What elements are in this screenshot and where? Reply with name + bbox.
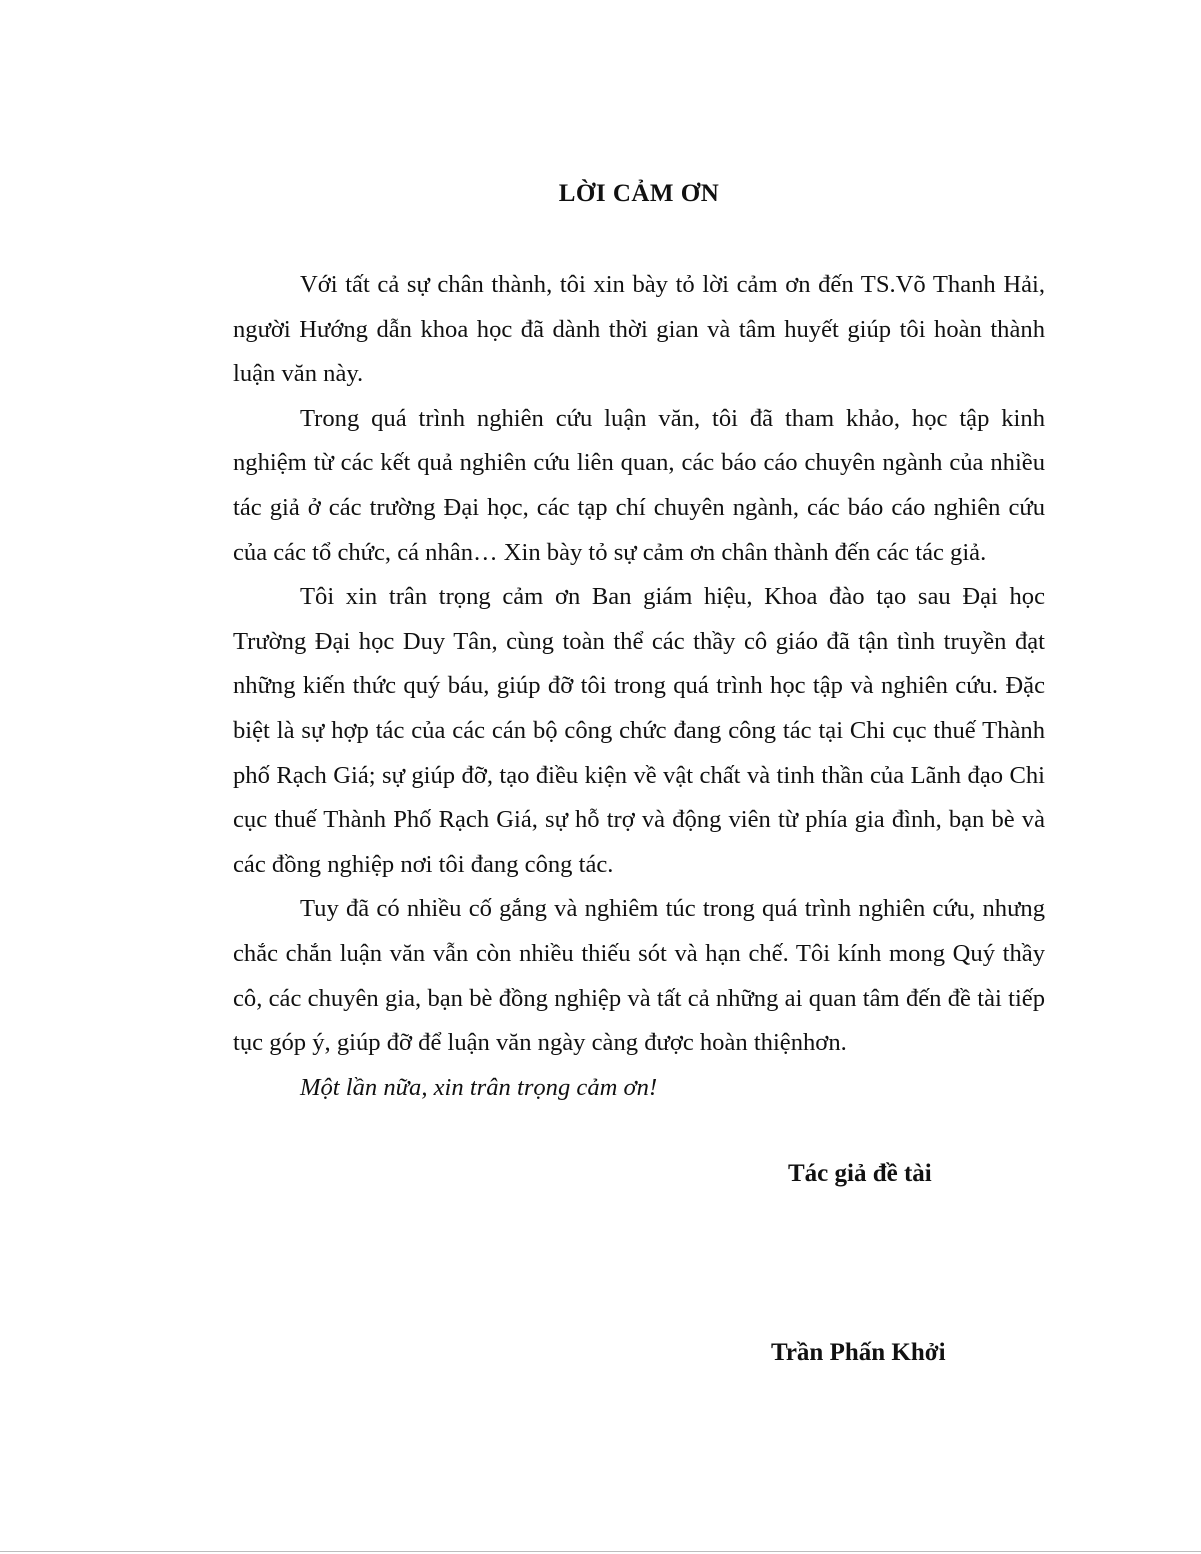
page-title: LỜI CẢM ƠN [558,180,720,207]
paragraph-3: Tôi xin trân trọng cảm ơn Ban giám hiệu, Khoa đào tạo sau Đại học Trường Đại học Duy Tân, cùng toàn thể các thầy cô giáo đã tận tình truyền đạt những kiến thức quý báu, giúp đỡ tôi trong quá trình học tập và nghiên cứu. Đặc biệt là sự hợp tác của các cán bộ công chức đang công tác tại Chi cục thuế Thành phố Rạch Giá; sự giúp đỡ, tạo điều kiện về vật chất và tinh thần của Lãnh đạo Chi cục thuế Thành Phố Rạch Giá, sự hỗ trợ và động viên từ phía gia đình, bạn bè và các đồng nghiệp nơi tôi đang công tác. [233,583,1045,878]
author-name: Trần Phấn Khởi [771,1339,946,1366]
paragraph-1: Với tất cả sự chân thành, tôi xin bày tỏ lời cảm ơn đến TS.Võ Thanh Hải, người Hướng dẫn khoa học đã dành thời gian và tâm huyết giúp tôi hoàn thành luận văn này. [233,271,1045,388]
closing-line: Một lần nữa, xin trân trọng cảm ơn! [300,1073,658,1101]
acknowledgement-body [233,263,1045,1110]
paragraph-2: Trong quá trình nghiên cứu luận văn, tôi đã tham khảo, học tập kinh nghiệm từ các kết quả nghiên cứu liên quan, các báo cáo chuyên ngành của nhiều tác giả ở các trường Đại học, các tạp chí chuyên ngành, các báo cáo nghiên cứu của các tổ chức, cá nhân… Xin bày tỏ sự cảm ơn chân thành đến các tác giả. [233,404,1045,566]
page-bottom-rule [0,1551,1201,1552]
paragraph-4: Tuy đã có nhiều cố gắng và nghiêm túc trong quá trình nghiên cứu, nhưng chắc chắn luận văn vẫn còn nhiều thiếu sót và hạn chế. Tôi kính mong Quý thầy cô, các chuyên gia, bạn bè đồng nghiệp và tất cả những ai quan tâm đến đề tài tiếp tục góp ý, giúp đỡ để luận văn ngày càng được hoàn thiệnhơn. [233,895,1045,1057]
author-label: Tác giả đề tài [788,1160,932,1187]
